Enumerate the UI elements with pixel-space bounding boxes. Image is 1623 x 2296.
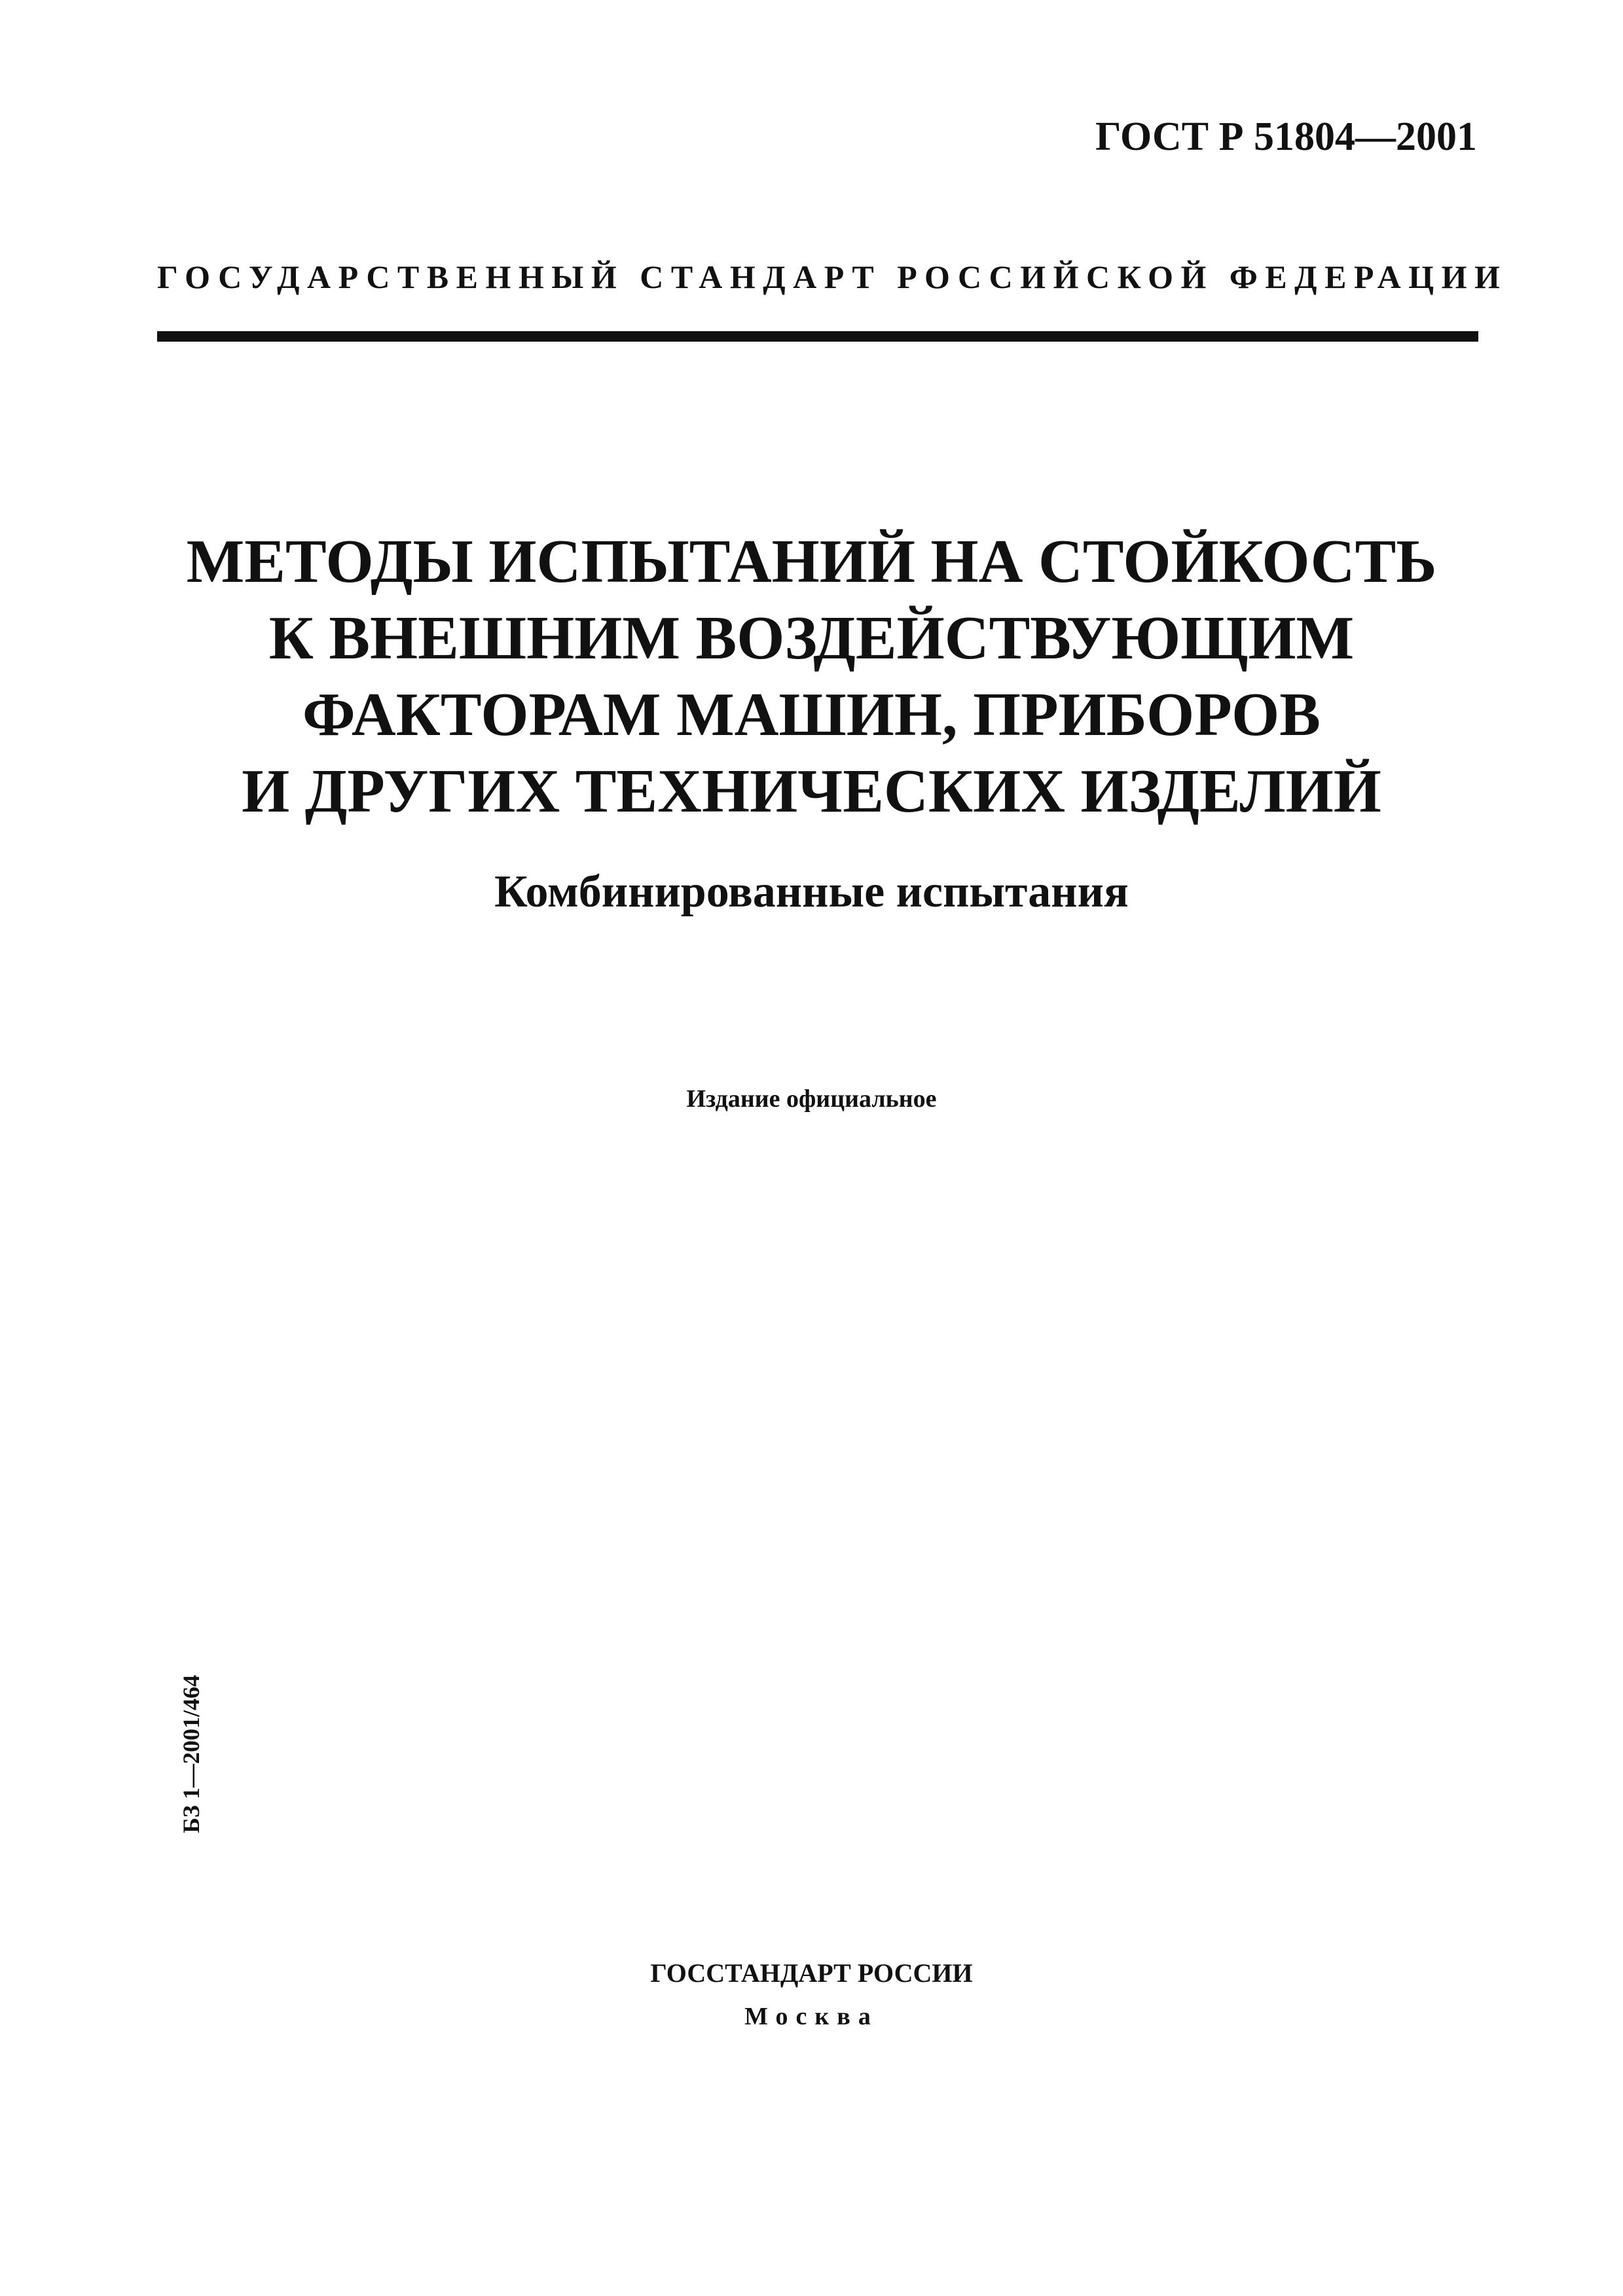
document-number: ГОСТ Р 51804—2001 (1095, 115, 1477, 159)
header-rule (157, 331, 1478, 342)
document-subtitle: Комбинированные испытания (494, 867, 1129, 917)
title-line: МЕТОДЫ ИСПЫТАНИЙ НА СТОЙКОСТЬ (186, 528, 1437, 596)
title-line: К ВНЕШНИМ ВОЗДЕЙСТВУЮЩИМ (268, 604, 1355, 672)
title-line: ФАКТОРАМ МАШИН, ПРИБОРОВ (302, 681, 1321, 749)
standard-header: ГОСУДАРСТВЕННЫЙ СТАНДАРТ РОССИЙСКОЙ ФЕДЕРАЦИИ (157, 259, 1508, 295)
title-line: И ДРУГИХ ТЕХНИЧЕСКИХ ИЗДЕЛИЙ (242, 757, 1381, 825)
side-catalog-code: БЗ 1—2001/464 (178, 1675, 204, 1833)
edition-note: Издание официальное (686, 1085, 937, 1113)
publisher-name: ГОССТАНДАРТ РОССИИ (650, 1958, 973, 1988)
publication-city: Москва (744, 2003, 879, 2030)
document-title (0, 524, 1623, 830)
